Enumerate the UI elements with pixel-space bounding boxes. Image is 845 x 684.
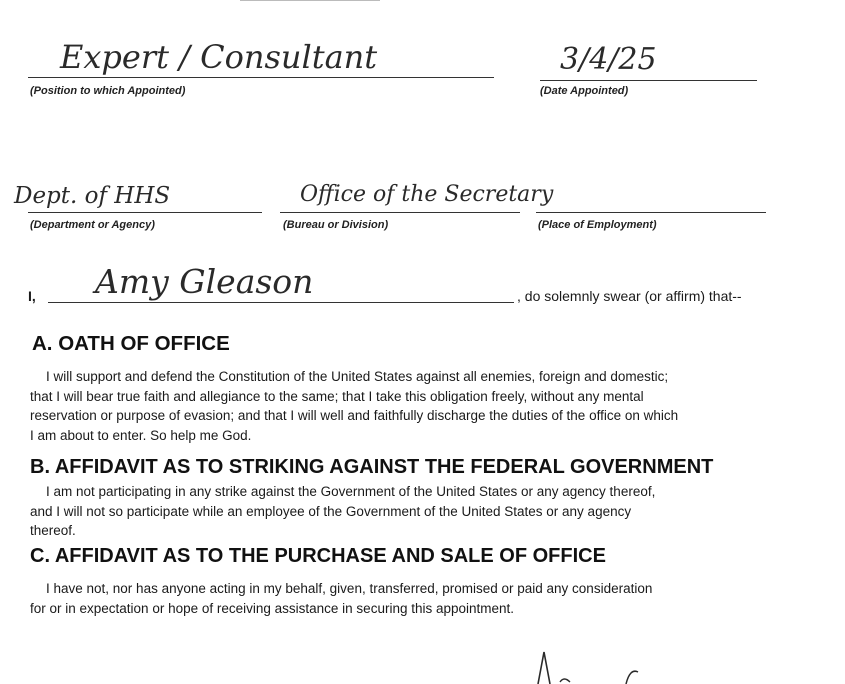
department-caption: (Department or Agency) — [30, 219, 155, 231]
position-handwriting: Expert / Consultant — [60, 38, 378, 76]
date-caption: (Date Appointed) — [540, 85, 629, 97]
section-a-line: I will support and defend the Constitution of the United States against all enemies, foreign and domestic; — [46, 369, 669, 384]
date-handwriting: 3/4/25 — [560, 42, 657, 77]
place-caption: (Place of Employment) — [538, 219, 657, 231]
section-c-line: I have not, nor has anyone acting in my behalf, given, transferred, promised or paid any consideration — [46, 581, 653, 596]
place-underline — [536, 212, 766, 213]
bureau-underline — [280, 212, 520, 213]
department-underline — [28, 212, 262, 213]
bureau-handwriting: Office of the Secretary — [300, 182, 554, 207]
section-c-heading: C. AFFIDAVIT AS TO THE PURCHASE AND SALE OF OFFICE — [30, 545, 606, 567]
section-b-heading: B. AFFIDAVIT AS TO STRIKING AGAINST THE FEDERAL GOVERNMENT — [30, 456, 714, 478]
department-handwriting: Dept. of HHS — [14, 183, 171, 209]
top-edge-line — [240, 0, 380, 1]
section-a-body — [30, 367, 678, 445]
name-underline — [48, 302, 514, 303]
date-underline — [540, 80, 757, 81]
section-b-line: thereof. — [30, 523, 76, 538]
section-a-heading: A. OATH OF OFFICE — [32, 332, 230, 355]
signature-mark — [530, 648, 660, 684]
oath-suffix: , do solemnly swear (or affirm) that-- — [517, 288, 742, 304]
oath-prefix: I, — [28, 288, 36, 304]
section-a-line: I am about to enter. So help me God. — [30, 427, 252, 443]
position-underline — [28, 77, 494, 78]
name-handwriting: Amy Gleason — [95, 262, 314, 301]
section-c-body — [30, 579, 652, 618]
section-c-line: for or in expectation or hope of receiving assistance in securing this appointment. — [30, 600, 515, 616]
section-a-line: that I will bear true faith and allegiance to the same; that I take this obligation freely, without any mental — [30, 388, 644, 404]
bureau-caption: (Bureau or Division) — [283, 219, 389, 231]
position-caption: (Position to which Appointed) — [30, 85, 186, 97]
section-b-body — [30, 482, 655, 541]
section-b-line: and I will not so participate while an employee of the Government of the United States or any agency — [30, 503, 632, 519]
section-a-line: reservation or purpose of evasion; and that I will well and faithfully discharge the duties of the office on which — [30, 408, 679, 423]
section-b-line: I am not participating in any strike against the Government of the United States or any agency thereof, — [46, 484, 656, 499]
